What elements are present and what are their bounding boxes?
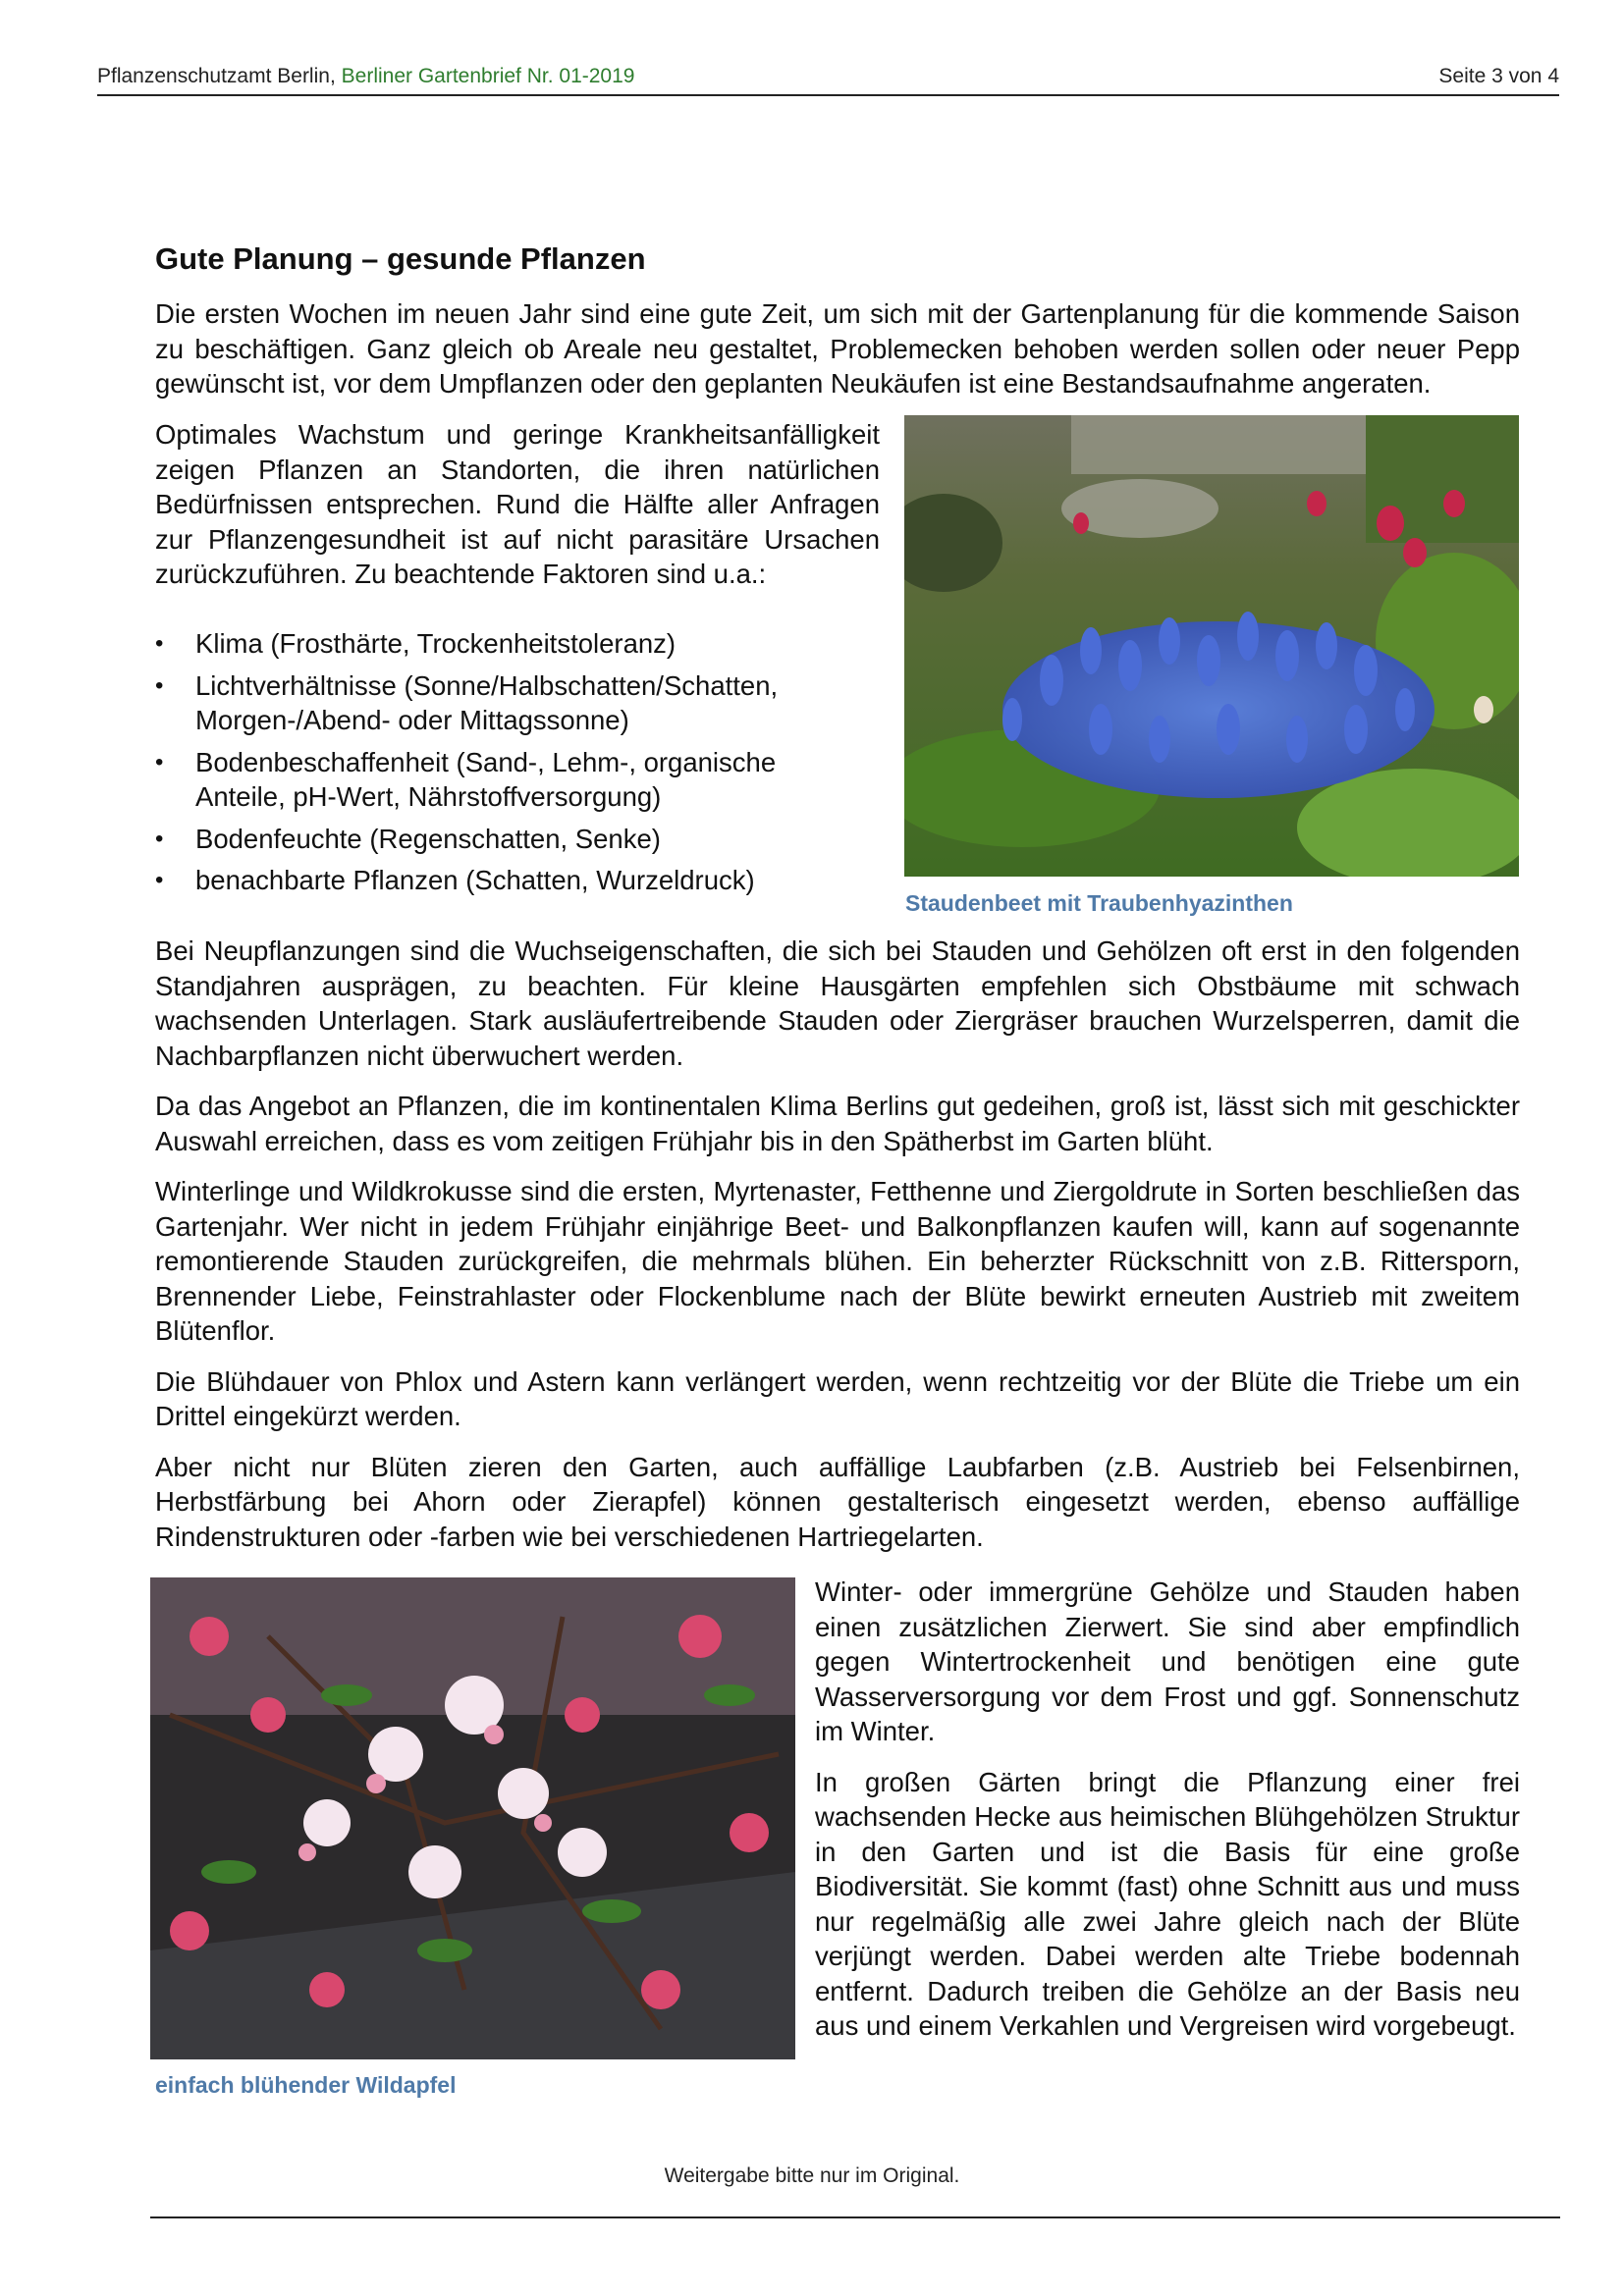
header-source (97, 65, 634, 88)
paragraph: Da das Angebot an Pflanzen, die im kontinentalen Klima Berlins gut gedeihen, groß ist, lässt sich mit geschickter Auswahl erreichen, dass es vom zeitigen Frühjahr bis in den Spätherbst im Garten blüht. (155, 1091, 1520, 1156)
list-item: • Klima (Frosthärte, Trockenheitstoleranz) (155, 626, 862, 662)
list-item: • Bodenbeschaffenheit (Sand-, Lehm-, organische Anteile, pH-Wert, Nährstoffversorgung) (155, 745, 862, 815)
footer-divider (150, 2216, 1560, 2218)
header-org: Pflanzenschutzamt Berlin, (97, 65, 336, 87)
header-publication: Berliner Gartenbrief Nr. 01-2019 (341, 65, 635, 87)
intro-paragraph: Die ersten Wochen im neuen Jahr sind eine gute Zeit, um sich mit der Gartenplanung für die kommende Saison zu beschäftigen. Ganz gleich ob Areale neu gestaltet, Problemecken behoben werden sollen oder neuer Pepp gewünscht ist, vor dem Umpflanzen oder den geplanten Neukäufen ist eine Bestandsaufnahme angeraten. (155, 298, 1520, 399)
grape-hyacinth-illustration (904, 415, 1519, 877)
paragraph: Winterlinge und Wildkrokusse sind die ersten, Myrtenaster, Fetthenne und Ziergoldrute in Sorten beschließen das Gartenjahr. Wer nicht in jedem Frühjahr einjährige Beet- und Balkonpflanzen kaufen will, kann auf sogenannte remontierende Stauden zurückgreifen, die mehrmals blühen. Ein beherzter Rückschnitt von z.B. Rittersporn, Brennender Liebe, Feinstrahlaster oder Flockenblume nach der Blüte bewirkt erneuten Austrieb mit zweitem Blütenflor. (155, 1176, 1520, 1346)
main-text (155, 934, 1520, 1554)
paragraph: In großen Gärten bringt die Pflanzung einer frei wachsenden Hecke aus heimischen Blühgehölzen Struktur in den Garten und ist die Basis für eine große Biodiversität. Sie kommt (fast) ohne Schnitt aus und muss nur regelmäßig alle zwei Jahre gleich nach der Blüte verjüngt werden. Dabei werden alte Triebe bodennah entfernt. Dadurch treiben die Gehölze an der Basis neu aus und einem Verkahlen und Vergreisen wird vorgebeugt. (815, 1766, 1520, 2041)
page-number: Seite 3 von 4 (1438, 65, 1559, 87)
paragraph: Aber nicht nur Blüten zieren den Garten, auch auffällige Laubfarben (z.B. Austrieb bei Felsenbirnen, Herbstfärbung bei Ahorn oder Zierapfel) können gestalterisch eingesetzt werden, ebenso auffällige Rindenstrukturen oder -farben wie bei verschiedenen Hartriegelarten. (155, 1451, 1520, 1552)
list-item: • Lichtverhältnisse (Sonne/Halbschatten/Schatten, Morgen-/Abend- oder Mittagssonne) (155, 668, 862, 738)
factor-list (155, 626, 862, 905)
header-divider (97, 94, 1559, 96)
photo-caption: Staudenbeet mit Traubenhyazinthen (905, 890, 1293, 916)
photo-caption: einfach blühender Wildapfel (155, 2072, 457, 2098)
article-title: Gute Planung – gesunde Pflanzen (155, 241, 646, 276)
intro-paragraph-continued: Optimales Wachstum und geringe Krankheitsanfälligkeit zeigen Pflanzen an Standorten, die ihren natürlichen Bedürfnissen entsprechen. Rund die Hälfte aller Anfragen zur Pflanzengesundheit ist auf nicht parasitäre Ursachen zurückzuführen. Zu beachtende Faktoren sind u.a.: (155, 419, 880, 589)
paragraph: Die Blühdauer von Phlox und Astern kann verlängert werden, wenn rechtzeitig vor der Blüte die Triebe um ein Drittel eingekürzt werden. (155, 1365, 1520, 1431)
side-text (815, 1575, 1520, 2044)
paragraph: Bei Neupflanzungen sind die Wuchseigenschaften, die sich bei Stauden und Gehölzen oft erst in den folgenden Standjahren ausprägen, zu beachten. Für kleine Hausgärten empfehlen sich Obstbäume mit schwach wachsenden Unterlagen. Stark ausläufertreibende Stauden oder Ziergräser brauchen Wurzelsperren, damit die Nachbarpflanzen nicht überwuchert werden. (155, 935, 1520, 1071)
list-item: • benachbarte Pflanzen (Schatten, Wurzeldruck) (155, 863, 862, 898)
grape-hyacinth-bed-photo (904, 415, 1519, 877)
crabapple-blossom-photo (150, 1577, 795, 2059)
list-item: • Bodenfeuchte (Regenschatten, Senke) (155, 822, 862, 857)
paragraph: Winter- oder immergrüne Gehölze und Stauden haben einen zusätzlichen Zierwert. Sie sind aber empfindlich gegen Wintertrockenheit und benötigen eine gute Wasserversorgung vor dem Frost und ggf. Sonnenschutz im Winter. (815, 1576, 1520, 1746)
footer-note: Weitergabe bitte nur im Original. (664, 2164, 960, 2187)
crabapple-illustration (150, 1577, 795, 2059)
